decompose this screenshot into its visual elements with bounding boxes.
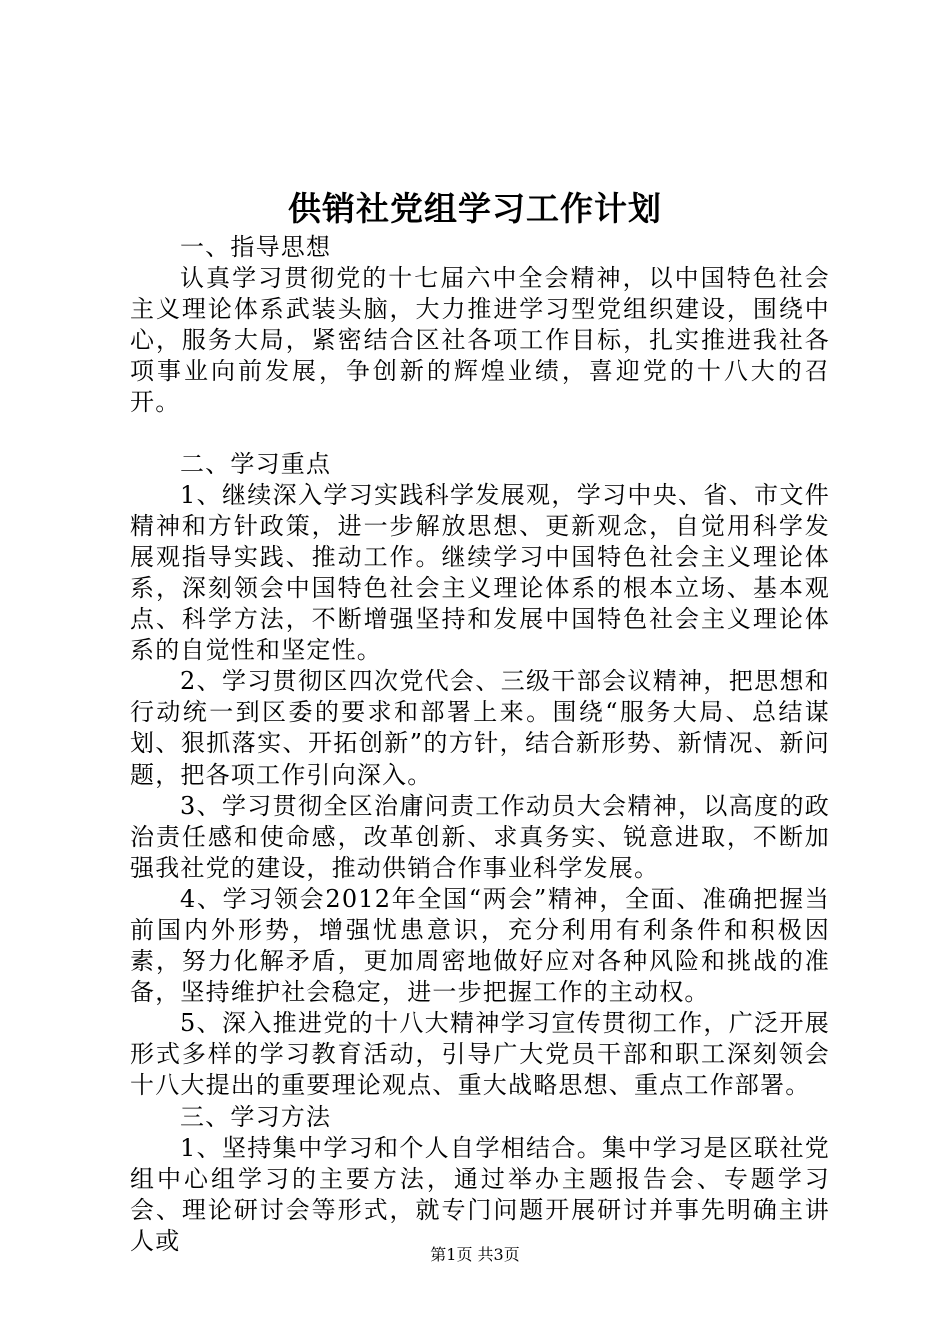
paragraph-focus-1: 1、继续深入学习实践科学发展观，学习中央、省、市文件精神和方针政策，进一步解放思想、更新观念，自觉用科学发展观指导实践、推动工作。继续学习中国特色社会主义理论体系，深刻领会中国特色社会主义理论体系的根本立场、基本观点、科学方法，不断增强坚持和发展中国特色社会主义理论体系的自觉性和坚定性。: [130, 480, 830, 665]
paragraph-focus-2: 2、学习贯彻区四次党代会、三级干部会议精神，把思想和行动统一到区委的要求和部署上来。围绕“服务大局、总结谋划、狠抓落实、开拓创新”的方针，结合新形势、新情况、新问题，把各项工作引向深入。: [130, 667, 830, 789]
section-heading-study-focus: 二、学习重点: [180, 449, 332, 478]
document-body: [130, 232, 830, 1257]
paragraph-guiding-thought: 认真学习贯彻党的十七届六中全会精神，以中国特色社会主义理论体系武装头脑，大力推进学习型党组织建设，围绕中心，服务大局，紧密结合区社各项工作目标，扎实推进我社各项事业向前发展，争创新的辉煌业绩，喜迎党的十八大的召开。: [130, 264, 830, 417]
document-title: 供销社党组学习工作计划: [288, 189, 662, 228]
paragraph-focus-4: 4、学习领会2012年全国“两会”精神，全面、准确把握当前国内外形势，增强忧患意识，充分利用有利条件和积极因素，努力化解矛盾，更加周密地做好应对各种风险和挑战的准备，坚持维护社会稳定，进一步把握工作的主动权。: [130, 884, 830, 1007]
section-heading-study-method: 三、学习方法: [180, 1102, 332, 1131]
section-heading-guiding-thought: 一、指导思想: [180, 233, 332, 261]
paragraph-method-1: 1、坚持集中学习和个人自学相结合。集中学习是区联社党组中心组学习的主要方法，通过举办主题报告会、专题学习会、理论研讨会等形式，就专门问题开展研讨并事先明确主讲人或: [130, 1133, 830, 1255]
page-footer: 第1页 共3页: [430, 1245, 520, 1264]
paragraph-focus-5: 5、深入推进党的十八大精神学习宣传贯彻工作，广泛开展形式多样的学习教育活动，引导广大党员干部和职工深刻领会十八大提出的重要理论观点、重大战略思想、重点工作部署。: [130, 1009, 830, 1100]
paragraph-focus-3: 3、学习贯彻全区治庸问责工作动员大会精神，以高度的政治责任感和使命感，改革创新、求真务实、锐意进取，不断加强我社党的建设，推动供销合作事业科学发展。: [130, 791, 830, 882]
